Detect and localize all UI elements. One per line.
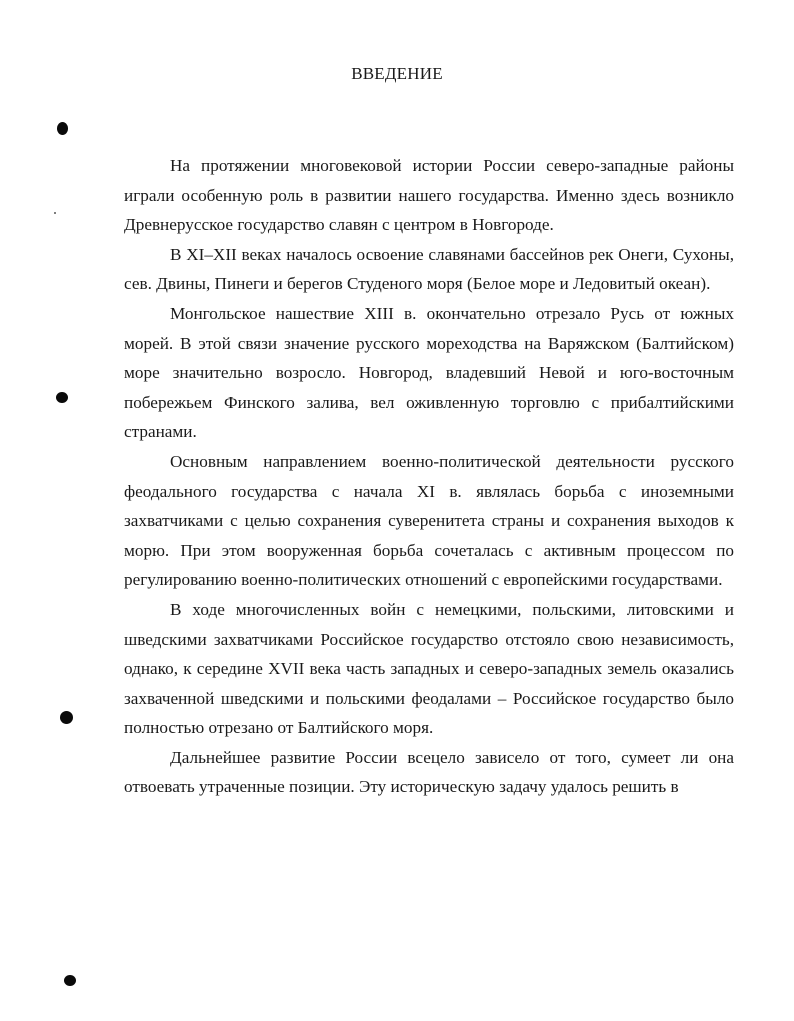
paragraph: Основным направлением военно-политической деятельности русского феодального государства с начала XI в. являлась борьба с иноземными захватчиками с целью сохранения суверенитета страны и сохранения выходов к морю. При этом вооруженная борьба сочеталась с активным процессом по регулированию военно-политических отношений с европейскими государствами. — [124, 451, 734, 590]
page-title: ВВЕДЕНИЕ — [351, 64, 443, 83]
punch-hole-mark — [56, 392, 68, 403]
paragraph: Монгольское нашествие XIII в. окончательно отрезало Русь от южных морей. В этой связи значение русского мореходства на Варяжском (Балтийском) море значительно возросло. Новгород, владевший Невой и юго-восточным побережьем Финского залива, вел оживленную торговлю с прибалтийскими странами. — [124, 303, 734, 442]
paragraph: В XI–XII веках началось освоение славянами бассейнов рек Онеги, Сухоны, сев. Двины, Пинеги и берегов Студеного моря (Белое море и Ледовитый океан). — [124, 244, 734, 294]
paragraph: Дальнейшее развитие России всецело зависело от того, сумеет ли она отвоевать утраченные позиции. Эту историческую задачу удалось решить в — [124, 747, 734, 797]
punch-hole-mark — [57, 122, 68, 135]
punch-hole-mark — [60, 711, 73, 724]
paragraph: В ходе многочисленных войн с немецкими, польскими, литовскими и шведскими захватчиками Российское государство отстояло свою независимость, однако, к середине XVII века часть западных и северо-западных земель оказались захваченной шведскими и польскими феодалами – Российское государство было полностью отрезано от Балтийского моря. — [124, 599, 734, 738]
punch-hole-mark — [64, 975, 76, 986]
body-text — [124, 151, 734, 802]
paragraph: На протяжении многовековой истории России северо-западные районы играли особенную роль в развитии нашего государства. Именно здесь возникло Древнерусское государство славян с центром в Новгороде. — [124, 156, 734, 235]
scan-speck — [54, 212, 56, 214]
